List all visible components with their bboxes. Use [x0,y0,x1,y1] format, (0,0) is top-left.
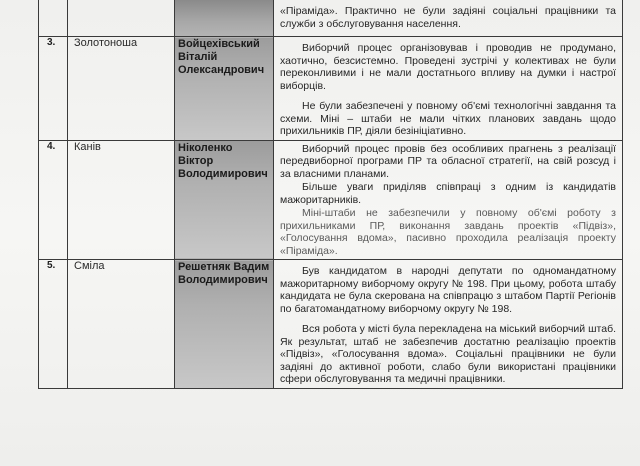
row-number [39,140,68,260]
city-name: Сміла [74,260,105,272]
assessment-paragraph: Виборчий процес організовував і проводив не продумано, хаотично, безсистемно. Проведені зустрічі у колективах не були переконливими і не мали достатнього впливу на думки і настрої виборців. [280,42,616,92]
assessment-paragraph: Міні-штаби не забезпечили у повному об'ємі роботу з прихильниками ПР, виконання завдань проектів «Підвіз», «Голосування вдома», пасивно проходила реалізація проекту «Піраміда». [280,207,616,257]
city-cell [68,37,175,141]
row-number [39,0,68,37]
official-name: Ніколенко Віктор Володимирович [178,141,268,180]
row-number-text: 5. [47,260,56,271]
name-cell [175,260,274,389]
city-cell [68,260,175,389]
city-name: Золотоноша [74,37,138,49]
table-row [39,37,623,141]
assessment-cell [274,140,623,260]
official-name: Решетняк Вадим Володимирович [178,261,270,286]
assessment-paragraph: Не були забезпечені у повному об'ємі технологічні завдання та схеми. Міні – штаби не мали чітких планових завдань щодо прихильників ПР, діяли безініціативно. [280,100,616,137]
assessment-cell [274,37,623,141]
name-cell [175,37,274,141]
assessment-paragraph: Вся робота у місті була перекладена на міський виборчий штаб. Як результат, штаб не забезпечив достатню реалізацію проектів «Підвіз», «Голосування вдома». Соціальні працівники не були задіяні до активної роботи, слабо були використані працівники сфери обслуговування та медичні працівники. [280,323,616,385]
row-number-text: 3. [47,37,56,48]
city-name: Канів [74,140,101,153]
assessment-paragraph: Виборчий процес провів без особливих прагнень з реалізації передвиборної програми ПР та обласної стратегії, на свій розсуд і за власними планами. [280,142,616,180]
name-cell [175,140,274,260]
name-cell [175,0,274,37]
assessment-cell [274,0,623,37]
row-number [39,37,68,141]
assessment-paragraph: Більше уваги приділяв співпраці з одним із кандидатів мажоритарників. [280,181,616,206]
table-row [39,140,623,260]
table-row [39,0,623,37]
row-number [39,260,68,389]
report-table [38,0,623,389]
city-cell [68,140,175,260]
assessment-paragraph: Був кандидатом в народні депутати по одномандатному мажоритарному виборчому округу № 198. При цьому, робота штабу кандидата не була скерована на співпрацю з штабом Партії Регіонів по багатомандатному виборчому округу № 198. [280,265,616,315]
official-name: Войцехівський Віталій Олександрович [178,38,265,76]
table-row [39,260,623,389]
assessment-cell [274,260,623,389]
assessment-paragraph: «Піраміда». Практично не були задіяні соціальні працівники та служби з обслуговування населення. [280,5,616,30]
row-number-text: 4. [47,140,56,152]
city-cell [68,0,175,37]
